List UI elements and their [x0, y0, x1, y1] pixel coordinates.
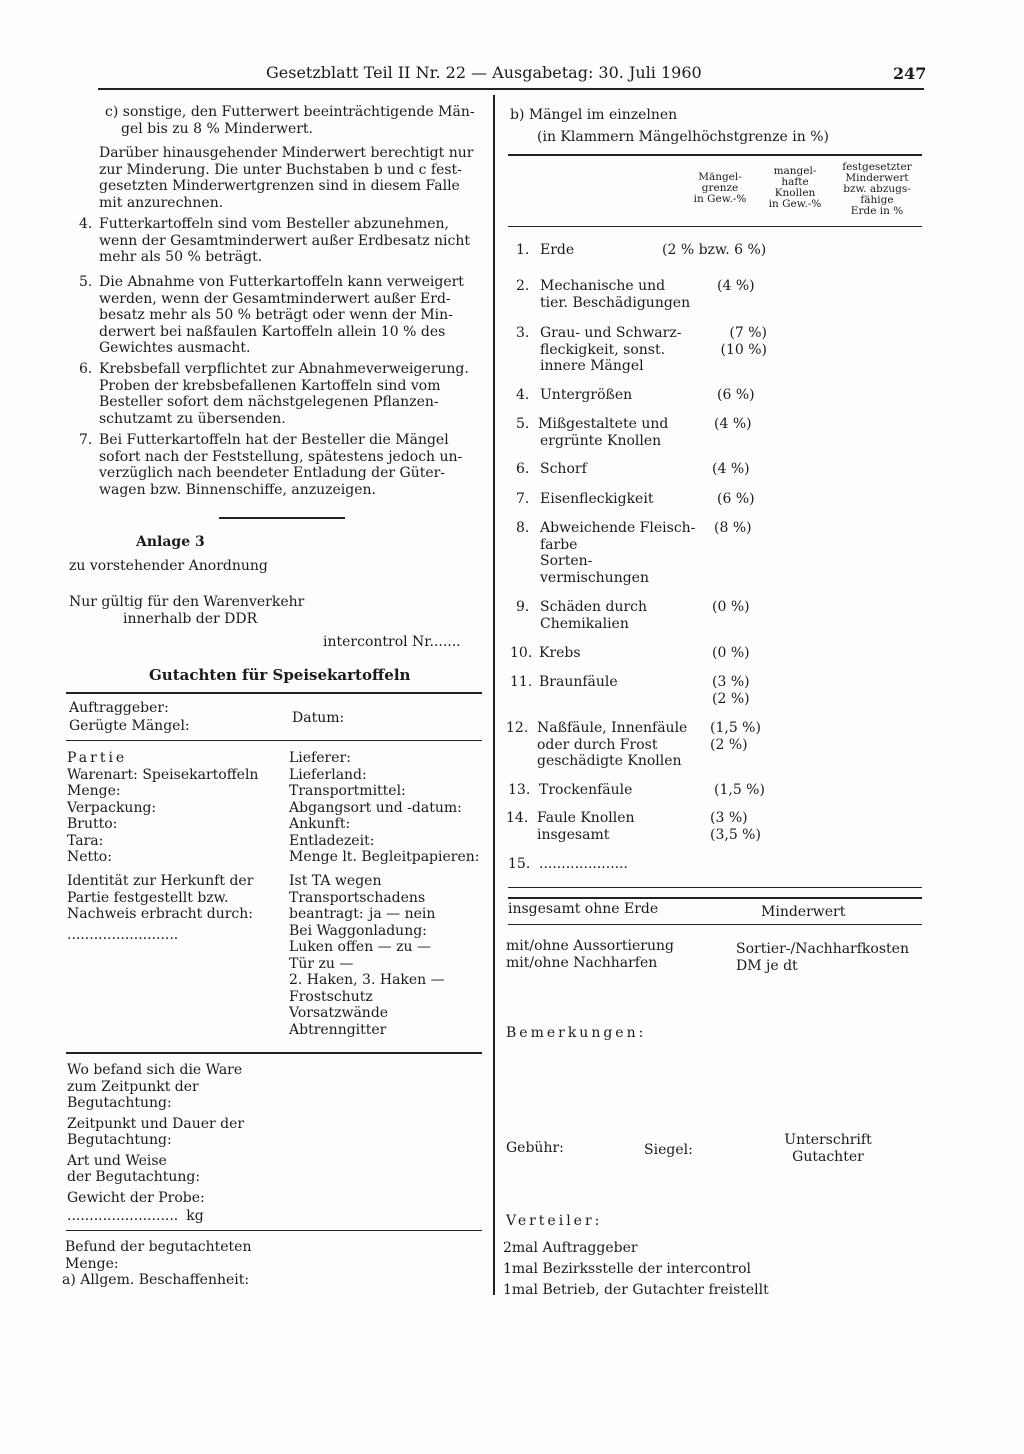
item-6: 6. Krebsbefall verpflichtet zur Abnahmeverweigerung. Proben der krebsbefallenen Kartoffeln sind vom Besteller sofort dem nächstgelegenen Pflanzen- schutzamt zu übersenden. — [79, 361, 469, 427]
defect-row-9: 9. Schäden durch Chemikalien (0 %) — [516, 599, 750, 632]
befund-block: Befund der begutachteten Menge: a) Allgem. Beschaffenheit: — [62, 1239, 252, 1288]
waggon-rule — [66, 1052, 482, 1054]
item-c: c) sonstige, den Futterwert beeinträchtigende Män- gel bis zu 8 % Minderwert. — [105, 104, 475, 137]
item-7: 7. Bei Futterkartoffeln hat der Besteller die Mängel sofort nach der Feststellung, spätestens jedoch un- verzüglich nach beendeter Entladung der Güter- wagen bzw. Binnenschiffe, anzuzeigen. — [79, 432, 463, 498]
aussortierung-block: mit/ohne Aussortierung mit/ohne Nachharfen — [506, 938, 674, 971]
verteiler-list: 2mal Auftraggeber 1mal Bezirksstelle der intercontrol 1mal Betrieb, der Gutachter freistellt — [503, 1240, 769, 1298]
page-header-title: Gesetzblatt Teil II Nr. 22 — Ausgabetag: 30. Juli 1960 — [266, 63, 702, 82]
probe-rule — [66, 1230, 482, 1231]
insgesamt-label: insgesamt ohne Erde — [508, 901, 659, 917]
defect-row-3: 3. Grau- und Schwarz- fleckigkeit, sonst. innere Mängel (7 %) (10 %) — [516, 325, 767, 374]
auftraggeber-label: Auftraggeber: — [69, 700, 169, 716]
defect-row-2: 2. Mechanische und tier. Beschädigungen (4 %) — [516, 278, 755, 311]
defect-row-4: 4. Untergrößen (6 %) — [516, 387, 755, 403]
daruber-paragraph: Darüber hinausgehender Minderwert berechtigt nur zur Minderung. Die unter Buchstaben b und c fest- gesetzten Minderwertgrenzen sind in diesem Falle mit anzurechnen. — [99, 145, 474, 211]
wo-befand-block: Wo befand sich die Ware zum Zeitpunkt der Begutachtung: Zeitpunkt und Dauer der Begutachtung: Art und Weise der Begutachtung: Gewicht der Probe: — [67, 1062, 245, 1206]
sortier-block: Sortier-/Nachharfkosten DM je dt — [736, 941, 909, 974]
col-header-minderwert: festgesetzter Minderwert bzw. abzugs- fähige Erde in % — [842, 161, 912, 217]
intercontrol-number: intercontrol Nr....... — [323, 634, 461, 650]
col-header-mangelhafte: mangel- hafte Knollen in Gew.-% — [768, 165, 822, 210]
insgesamt-top-rule — [508, 897, 922, 899]
table-header-rule — [508, 226, 922, 227]
defects-end-rule — [508, 887, 922, 888]
defect-row-15: 15. .................... — [508, 856, 629, 872]
partie-block: Partie Warenart: Speisekartoffeln Menge: Verpackung: Brutto: Tara: Netto: — [67, 750, 259, 865]
defect-row-6: 6. Schorf (4 %) — [516, 461, 750, 477]
bemerkungen-label: Bemerkungen: — [506, 1025, 647, 1041]
anlage-title: Anlage 3 — [136, 534, 205, 550]
form-title: Gutachten für Speisekartoffeln — [149, 666, 411, 684]
defect-row-13: 13. Trockenfäule (1,5 %) — [508, 782, 765, 798]
identitat-block: Identität zur Herkunft der Partie festgestellt bzw. Nachweis erbracht durch: ......................... — [67, 873, 254, 943]
defect-row-8: 8. Abweichende Fleisch- farbe Sorten- vermischungen (8 %) — [516, 520, 752, 586]
auftrag-rule — [66, 740, 482, 741]
defect-row-14: 14. Faule Knollen insgesamt (3 %) (3,5 %) — [506, 810, 761, 843]
defect-row-10: 10. Krebs (0 %) — [510, 645, 750, 661]
verteiler-label: Verteiler: — [506, 1213, 603, 1229]
lieferer-block: Lieferer: Lieferland: Transportmittel: Abgangsort und -datum: Ankunft: Entladezeit: Menge lt. Begleitpapieren: — [289, 750, 480, 865]
defect-row-11: 11. Braunfäule (3 %) (2 %) — [510, 674, 750, 707]
defect-row-12: 12. Naßfäule, Innenfäule oder durch Frost geschädigte Knollen (1,5 %) (2 %) — [506, 720, 761, 769]
datum-label: Datum: — [292, 710, 345, 726]
col-header-maengelgrenze: Mängel- grenze in Gew.-% — [693, 171, 747, 205]
minderwert-label: Minderwert — [761, 904, 846, 920]
page-number: 247 — [893, 64, 927, 83]
unterschrift-label: Unterschrift Gutachter — [784, 1132, 872, 1165]
probe-line: ......................... kg — [67, 1208, 204, 1224]
item-4: 4. Futterkartoffeln sind vom Besteller abzunehmen, wenn der Gesamtminderwert außer Erdbesatz nicht mehr als 50 % beträgt. — [79, 216, 471, 265]
defect-row-7: 7. Eisenfleckigkeit (6 %) — [516, 491, 755, 507]
item-5: 5. Die Abnahme von Futterkartoffeln kann verweigert werden, wenn der Gesamtminderwert außer Erd- besatz mehr als 50 % beträgt oder wenn der Min- derwert bei naßfaulen Kartoffeln allein 10 % des Gewichtes ausmacht. — [79, 274, 464, 356]
gebuhr-label: Gebühr: — [506, 1140, 564, 1156]
column-divider — [493, 95, 495, 1295]
nur-gultig: Nur gültig für den Warenverkehr innerhalb der DDR — [69, 594, 305, 627]
siegel-label: Siegel: — [644, 1142, 693, 1158]
section-rule — [219, 517, 345, 519]
ist-ta-block: Ist TA wegen Transportschadens beantragt: ja — nein Bei Waggonladung: Luken offen — zu — Tür zu — 2. Haken, 3. Haken — Frostschutz Vorsatzwände Abtrenngitter — [289, 873, 445, 1038]
anlage-subtitle: zu vorstehender Anordnung — [69, 558, 268, 574]
header-rule — [98, 88, 924, 90]
maengel-title: b) Mängel im einzelnen (in Klammern Mängelhöchstgrenze in %) — [510, 107, 829, 145]
defect-row-1: 1. Erde (2 % bzw. 6 %) — [516, 242, 767, 258]
insgesamt-bottom-rule — [508, 924, 922, 925]
gerugte-label: Gerügte Mängel: — [69, 718, 190, 734]
form-title-rule — [66, 692, 482, 694]
defect-row-5: 5. Mißgestaltete und ergrünte Knollen (4 %) — [516, 416, 752, 449]
table-top-rule — [508, 154, 922, 156]
